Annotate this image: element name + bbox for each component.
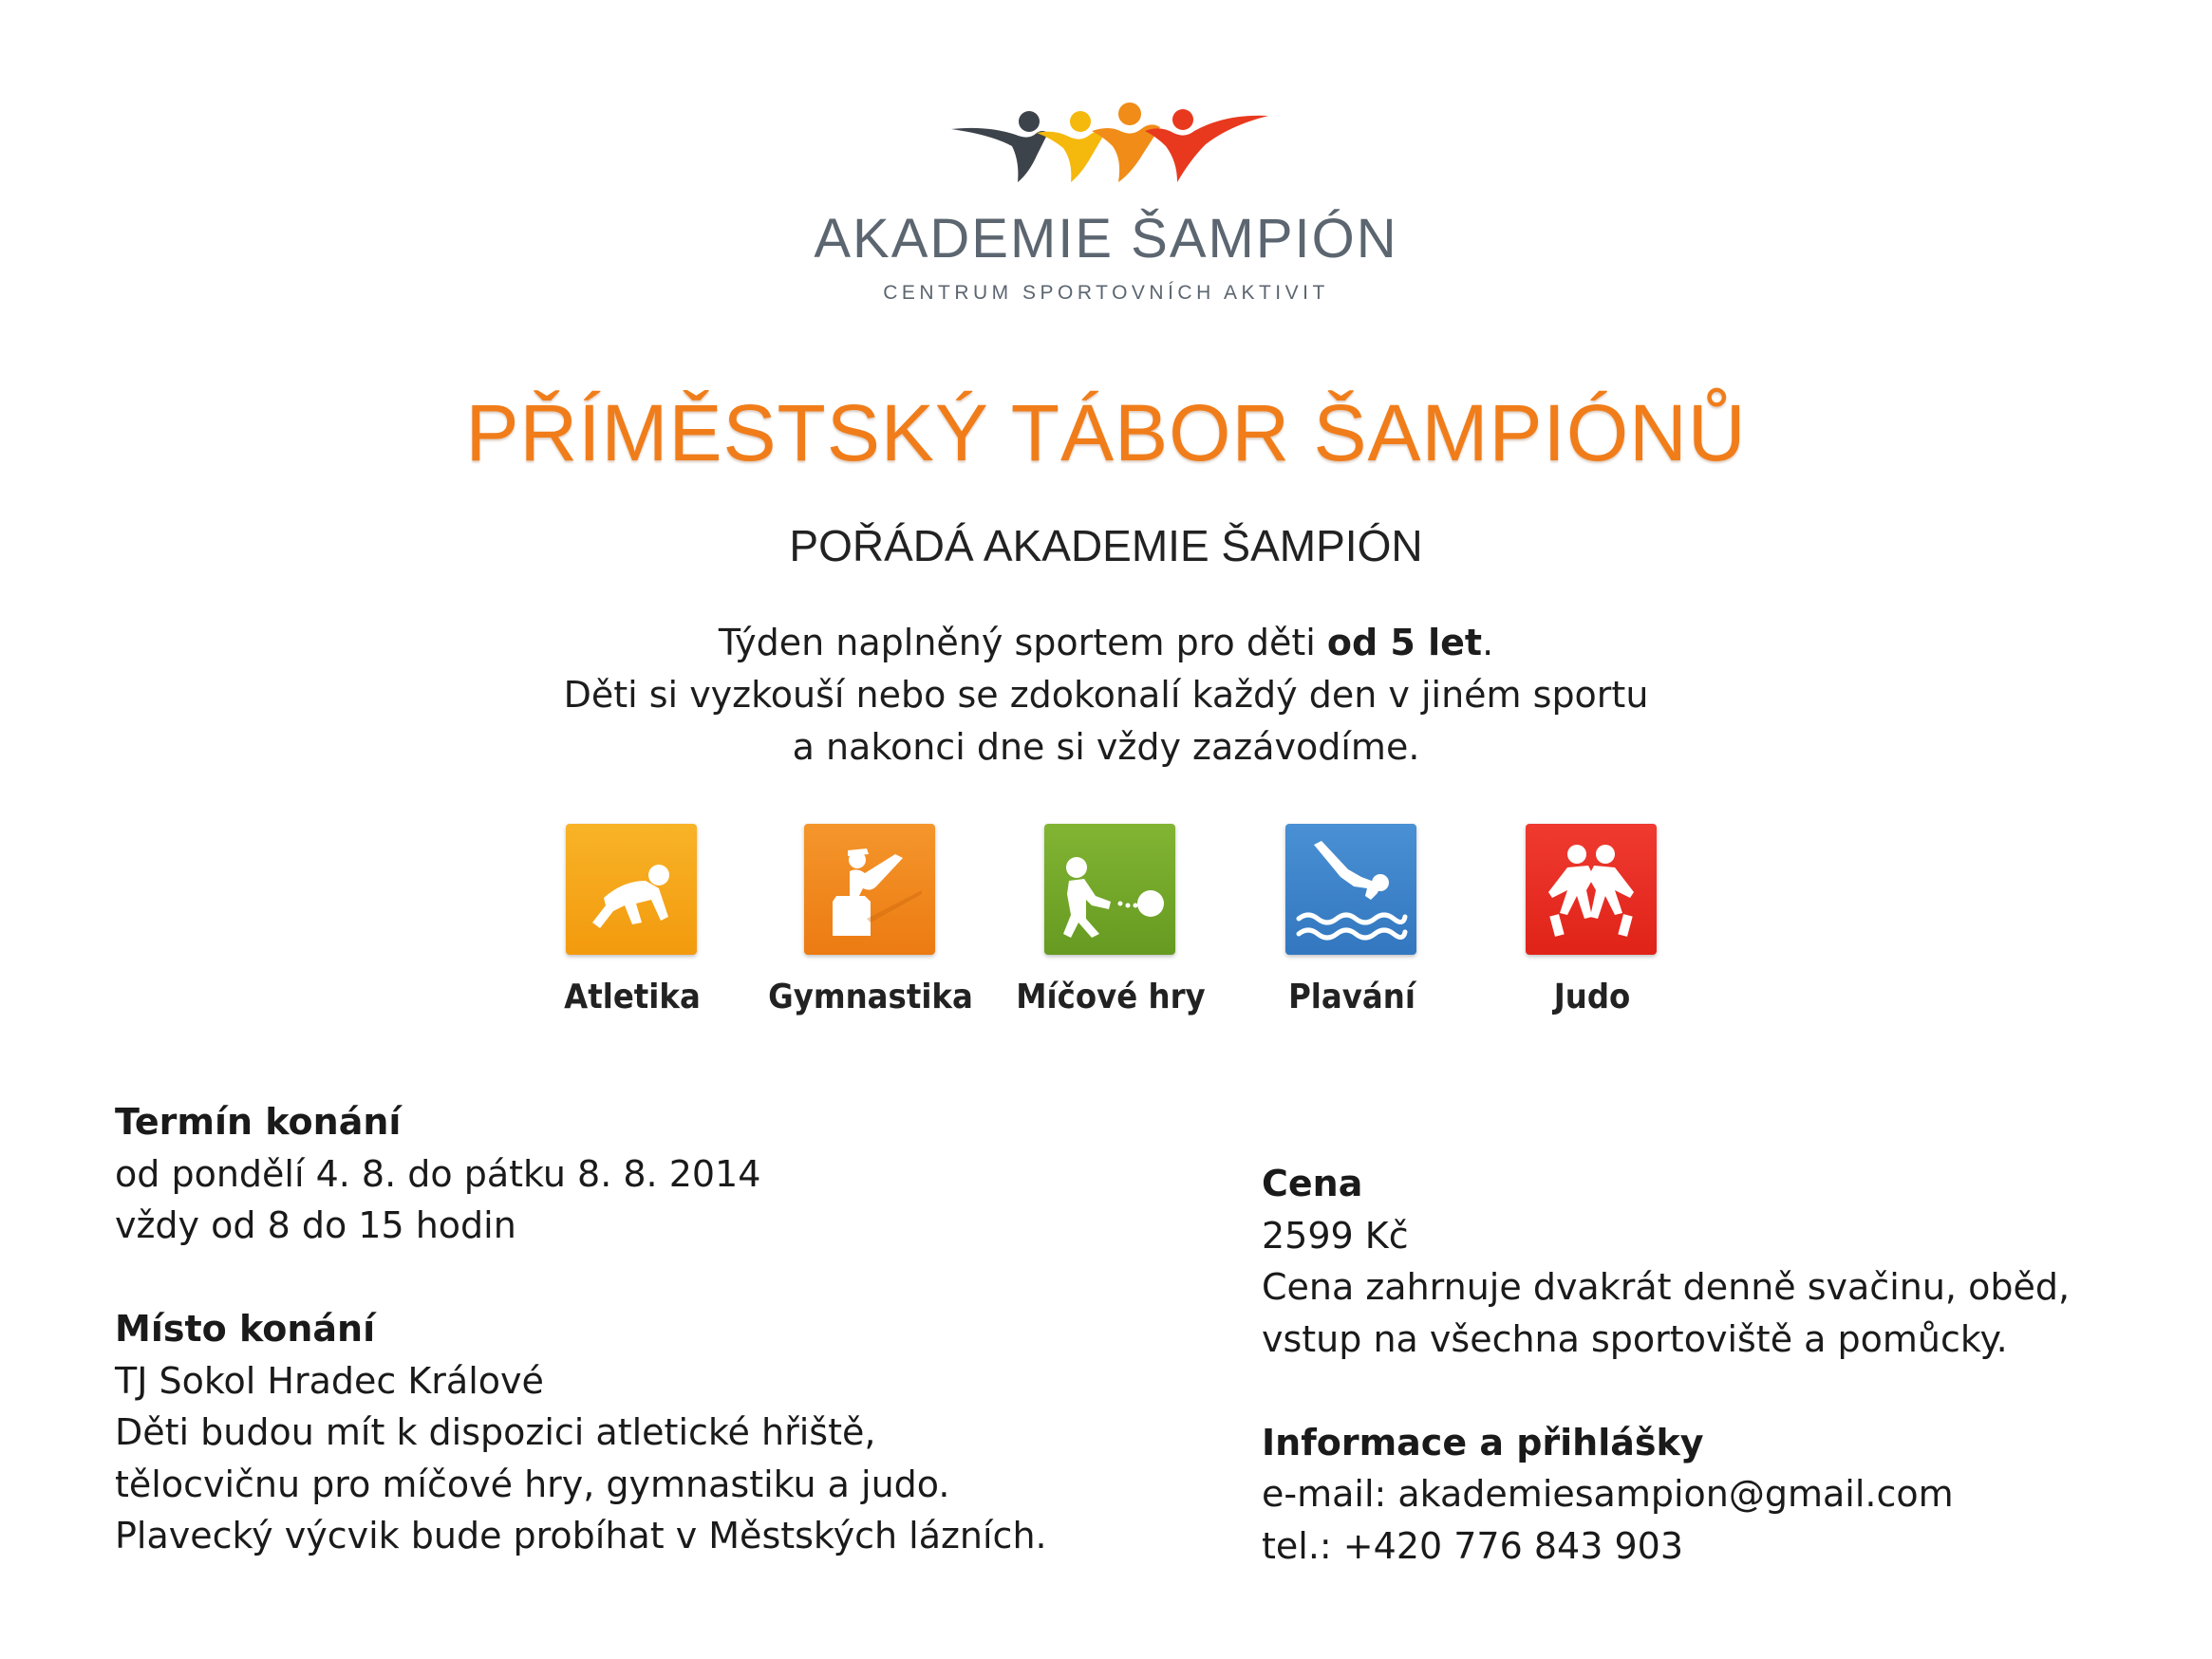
vault-icon [804,824,935,955]
logo-figures-icon [949,103,1272,188]
term-dates: od pondělí 4. 8. do pátku 8. 8. 2014 [115,1152,761,1195]
page-subtitle: POŘÁDÁ AKADEMIE ŠAMPIÓN [789,521,1423,570]
spacer [115,1252,1159,1304]
sport-judo [1526,824,1659,1016]
org-name: AKADEMIE ŠAMPIÓN [814,208,1398,270]
place-detail-1: Děti budou mít k dispozici atletické hřiště, [115,1411,876,1453]
place-heading: Místo konání [115,1308,376,1350]
page-title: PŘÍMĚSTSKÝ TÁBOR ŠAMPIÓNŮ [465,388,1747,477]
price-amount: 2599 Kč [1262,1214,1409,1257]
runner-start-icon [566,824,697,955]
term-hours: vždy od 8 do 15 hodin [115,1204,516,1246]
wrestlers-icon [1526,824,1657,955]
place-detail-3: Plavecký výcvik bude probíhat v Městských lázních. [115,1515,1047,1556]
intro-line-1-text: Týden naplněný sportem pro děti [718,622,1327,663]
price-includes-2: vstup na všechna sportoviště a pomůcky. [1262,1317,2008,1360]
intro-line-3: a nakonci dne si vždy zazávodíme. [792,726,1420,768]
intro-text [0,617,2212,774]
intro-line-1-end: . [1482,622,1494,663]
sport-micove-hry [1016,824,1206,1016]
place-venue: TJ Sokol Hradec Králové [115,1359,544,1402]
org-tagline: CENTRUM SPORTOVNÍCH AKTIVIT [883,282,1329,304]
intro-line-1 [0,617,2212,669]
intro-line-2: Děti si vyzkouší nebo se zdokonalí každý den v jiném sportu [563,674,1649,716]
sport-label: Plavání [1288,978,1415,1016]
ball-kick-icon [1044,824,1175,955]
contact-email: e-mail: akademiesampion@gmail.com [1262,1473,1954,1515]
contact-heading: Informace a přihlášky [1262,1421,1704,1463]
diver-icon [1285,824,1416,955]
sport-label: Míčové hry [1016,978,1206,1016]
sport-plavani [1285,824,1418,1016]
price-includes-1: Cena zahrnuje dvakrát denně svačinu, oběd, [1262,1266,2071,1308]
term-heading: Termín konání [115,1101,402,1143]
age-highlight: od 5 let [1326,622,1483,663]
place-detail-2: tělocvičnu pro míčové hry, gymnastiku a judo. [115,1463,950,1505]
spacer [1262,1365,2164,1417]
sport-gymnastika [768,824,973,1016]
sport-atletika [564,824,701,1016]
info-left-column [115,1096,1159,1562]
sport-label: Gymnastika [768,978,973,1016]
contact-phone: tel.: +420 776 843 903 [1262,1524,1683,1567]
price-heading: Cena [1262,1163,1363,1204]
sport-label: Atletika [564,978,701,1016]
sport-label: Judo [1553,978,1631,1016]
info-right-column [1262,1158,2164,1572]
